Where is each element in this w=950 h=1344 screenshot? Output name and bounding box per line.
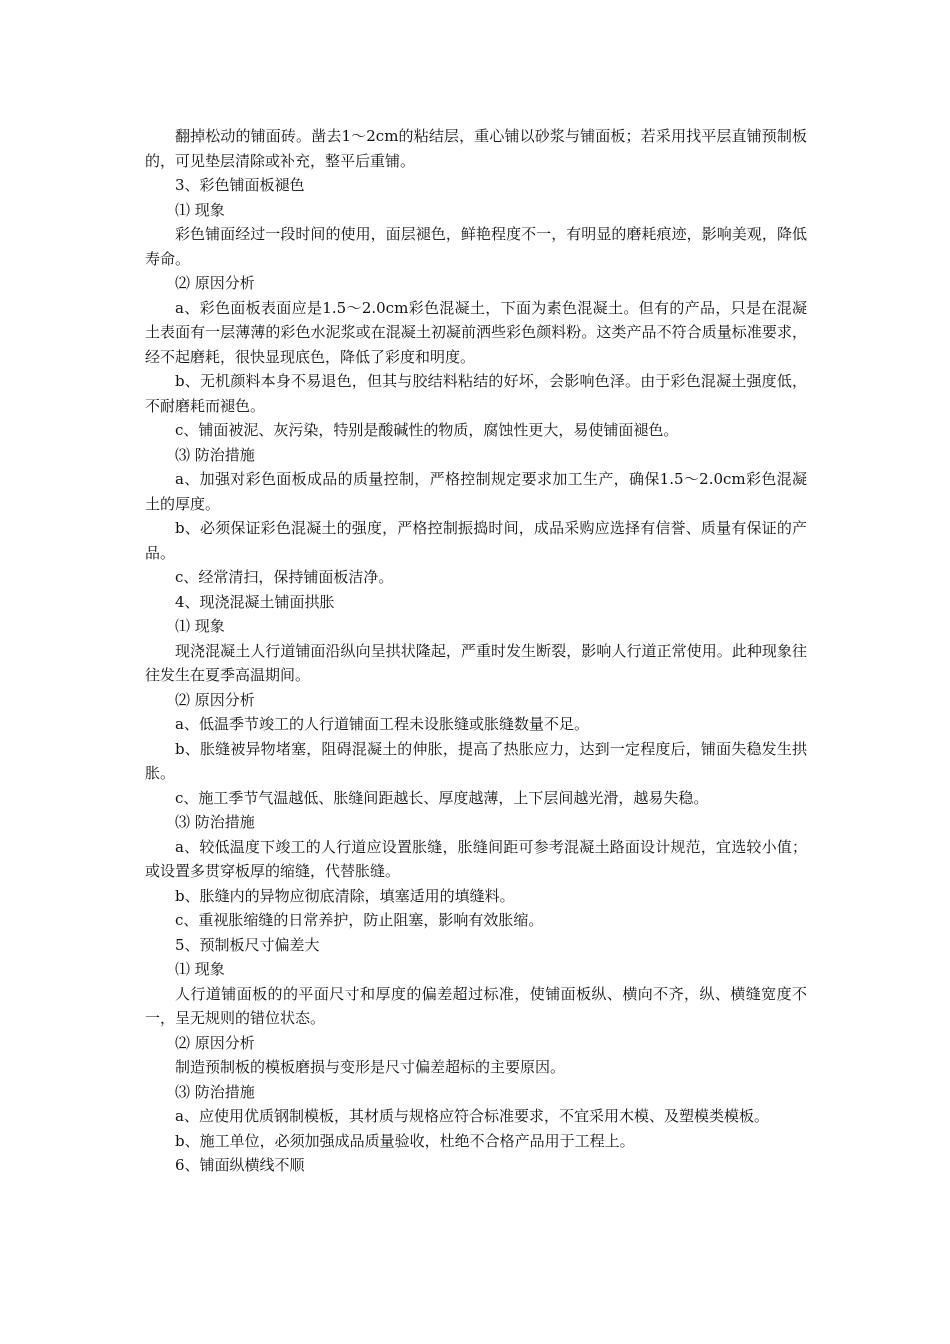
paragraph: b、必须保证彩色混凝土的强度，严格控制振捣时间，成品采购应选择有信誉、质量有保证的产品。 — [145, 519, 807, 562]
subsection-heading: ⑴ 现象 — [175, 617, 225, 635]
paragraph: 人行道铺面板的的平面尺寸和厚度的偏差超过标准，使铺面板纵、横向不齐，纵、横缝宽度不一，呈无规则的错位状态。 — [145, 984, 807, 1027]
paragraph: c、铺面被泥、灰污染，特别是酸碱性的物质，腐蚀性更大，易使铺面褪色。 — [175, 421, 679, 439]
paragraph: b、无机颜料本身不易退色，但其与胶结料粘结的好坏，会影响色泽。由于彩色混凝土强度低，不耐磨耗而褪色。 — [145, 372, 807, 415]
subsection-heading: ⑵ 原因分析 — [175, 690, 255, 709]
paragraph: b、胀缝内的异物应彻底清除，填塞适用的填缝料。 — [175, 886, 515, 905]
section-heading: 5、预制板尺寸偏差大 — [175, 935, 320, 954]
paragraph: 制造预制板的模板磨损与变形是尺寸偏差超标的主要原因。 — [175, 1058, 566, 1076]
paragraph: a、较低温度下竣工的人行道应设置胀缝，胀缝间距可参考混凝土路面设计规范，宜选较小值；或设置多贯穿板厚的缩缝，代替胀缝。 — [145, 837, 807, 880]
paragraph: b、施工单位，必须加强成品质量验收，杜绝不合格产品用于工程上。 — [175, 1131, 635, 1150]
paragraph: 现浇混凝土人行道铺面沿纵向呈拱状隆起，严重时发生断裂，影响人行道正常使用。此种现象往往发生在夏季高温期间。 — [145, 641, 807, 684]
paragraph: a、彩色面板表面应是1.5～2.0cm彩色混凝土，下面为素色混凝土。但有的产品，只是在混凝土表面有一层薄薄的彩色水泥浆或在混凝土初凝前洒些彩色颜料粉。这类产品不符合质量标准要求，经不起磨耗，很快显现底色，降低了彩度和明度。 — [145, 298, 807, 366]
subsection-heading: ⑵ 原因分析 — [175, 274, 255, 292]
paragraph: 翻掉松动的铺面砖。凿去1～2cm的粘结层，重心铺以砂浆与铺面板；若采用找平层直铺预制板的，可见垫层清除或补充，整平后重铺。 — [145, 127, 807, 170]
paragraph: c、施工季节气温越低、胀缝间距越长、厚度越薄，上下层间越光滑，越易失稳。 — [175, 788, 709, 807]
subsection-heading: ⑴ 现象 — [175, 960, 225, 978]
document-body — [145, 124, 807, 1178]
paragraph: a、低温季节竣工的人行道铺面工程未设胀缝或胀缝数量不足。 — [175, 715, 589, 733]
paragraph: 彩色铺面经过一段时间的使用，面层褪色，鲜艳程度不一，有明显的磨耗痕迹，影响美观，降低寿命。 — [145, 225, 807, 268]
section-heading: 4、现浇混凝土铺面拱胀 — [175, 592, 335, 611]
paragraph: a、应使用优质钢制模板，其材质与规格应符合标准要求，不宜采用木模、及塑模类模板。 — [175, 1107, 769, 1125]
paragraph: c、经常清扫，保持铺面板洁净。 — [175, 568, 394, 586]
subsection-heading: ⑶ 防治措施 — [175, 1082, 255, 1101]
paragraph: c、重视胀缩缝的日常养护，防止阻塞，影响有效胀缩。 — [175, 911, 544, 929]
subsection-heading: ⑶ 防治措施 — [175, 445, 255, 464]
paragraph: b、胀缝被异物堵塞，阻碍混凝土的伸胀，提高了热胀应力，达到一定程度后，铺面失稳发生拱胀。 — [145, 739, 807, 782]
subsection-heading: ⑴ 现象 — [175, 200, 225, 219]
section-heading: 3、彩色铺面板褪色 — [175, 176, 305, 194]
paragraph: a、加强对彩色面板成品的质量控制，严格控制规定要求加工生产，确保1.5～2.0cm彩色混凝土的厚度。 — [145, 470, 807, 513]
subsection-heading: ⑵ 原因分析 — [175, 1033, 255, 1052]
subsection-heading: ⑶ 防治措施 — [175, 813, 255, 831]
section-heading: 6、铺面纵横线不顺 — [175, 1156, 305, 1174]
